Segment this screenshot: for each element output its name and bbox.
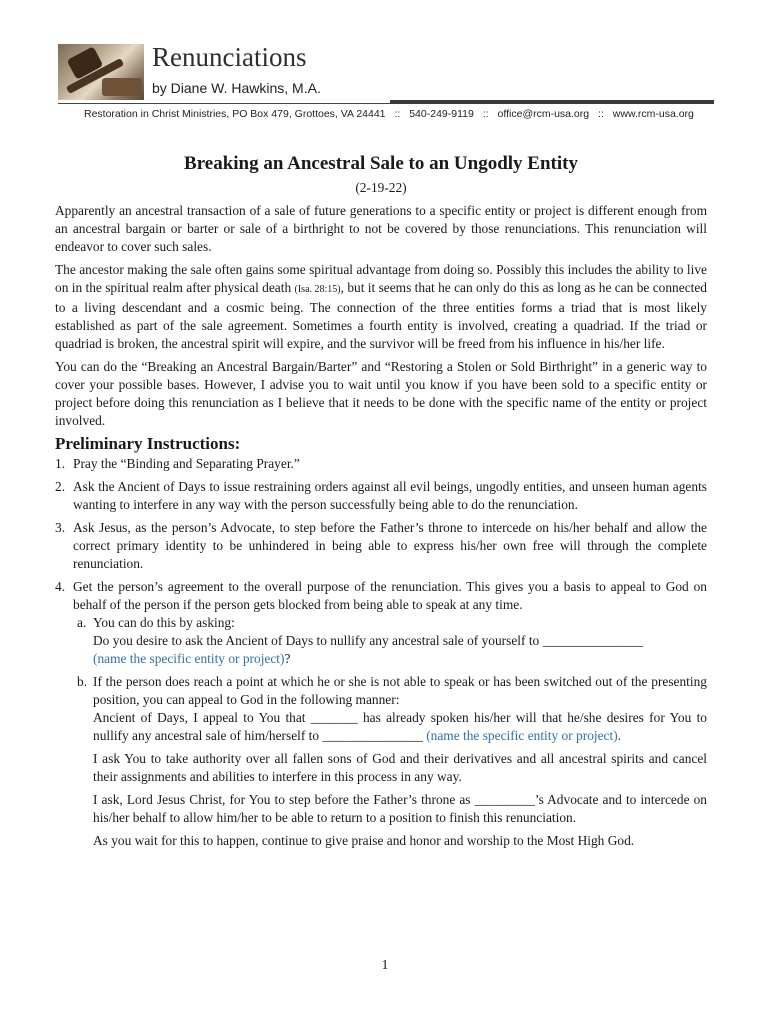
list-number: 2. [55,479,66,494]
placeholder-entity: (name the specific entity or project) [426,728,618,743]
list-item [55,478,707,514]
separator: :: [482,108,489,120]
preliminary-heading: Preliminary Instructions: [55,434,241,453]
page-number: 1 [381,958,389,973]
sub-list-item [73,673,707,850]
placeholder-entity: (name the specific entity or project) [93,651,285,666]
ancestor-text-b: , but it seems that he can only do this as long as he can be connected to a living descendant and a cosmic being. The connection of the three entities forms a triad that is most likely established as part of the sale agreement. Sometimes a fourth entity is involved, creating a quadriad. If the triad or quadriad is broken, the ancestral spirit will expire, and the survivor will be freed from his influence in his/her life. [55,280,707,351]
list-item-text: Ask the Ancient of Days to issue restraining orders against all evil beings, ungodly entities, and unseen human agents wanting to interfere in any way with the person successfully being able to do the renunciation. [73,479,707,512]
closing-instruction: As you wait for this to happen, continue to give praise and honor and worship to the Most High God. [93,833,635,848]
scripture-reference: (Isa. 28:15) [294,284,341,295]
author-byline: by Diane W. Hawkins, M.A. [152,80,321,96]
question-text: Do you desire to ask the Ancient of Days to nullify any ancestral sale of yourself to _______________ [93,633,644,648]
separator: :: [394,108,401,120]
separator: :: [598,108,604,120]
list-item-text: Pray the “Binding and Separating Prayer.” [73,456,300,471]
list-item [55,455,707,473]
header-divider-bar [390,100,714,104]
website-link[interactable]: www.rcm-usa.org [612,108,694,120]
sample-question [93,632,707,668]
gavel-logo-image [58,44,144,100]
question-end: ? [284,651,291,666]
document-date: (2-19-22) [355,180,407,195]
ancestor-paragraph [55,261,707,353]
contact-line [84,108,694,120]
list-item-text: Get the person’s agreement to the overall purpose of the renunciation. This gives you a basis to appeal to God on behalf of the person if the person gets blocked from being able to speak at any time. [73,579,707,612]
list-item-text: Ask Jesus, as the person’s Advocate, to step before the Father’s throne to intercede on his/her behalf and allow the correct primary identity to be unhindered in being able to express his/her own free will through the complete renunciation. [73,520,707,571]
list-item [55,578,707,850]
prayer-text: Ancient of Days, I appeal to You that _______ has already spoken his/her will that he/she desires for You to nullify any ancestral sale of him/herself to _______________ [93,710,707,743]
document-body [55,155,707,855]
ancestor-text-a: The ancestor making the sale often gains some spiritual advantage from doing so. Possibly this includes the ability to live on in the spiritual realm after physical death [55,262,707,295]
appeal-prayer-3: I ask, Lord Jesus Christ, for You to step before the Father’s throne as _________’s Advocate and to intercede on his/her behalf to allow him/her to be able to return to a position to finish this renunciation. [93,792,707,825]
email-link[interactable]: office@rcm-usa.org [497,108,590,120]
sub-list-letter: a. [77,615,87,630]
prayer-end: . [617,728,622,743]
sub-item-text: You can do this by asking: [93,615,235,630]
list-item [55,519,707,573]
instruction-list [55,455,707,850]
appeal-prayer-1 [93,709,707,745]
sub-list [73,614,707,850]
intro-paragraph: Apparently an ancestral transaction of a sale of future generations to a specific entity or project is different enough from an ancestral bargain or barter or sale of a birthright to not be covered by those renunciations. This renunciation will endeavor to cover such sales. [55,203,707,254]
phone-number: 540-249-9119 [409,108,474,120]
sound-block-shape [102,78,142,96]
sub-list-item [73,614,707,668]
list-number: 4. [55,579,66,594]
sub-item-text: If the person does reach a point at which he or she is not able to speak or has been switched out of the presenting position, you can appeal to God in the following manner: [93,674,707,707]
ministry-address: Restoration in Christ Ministries, PO Box 479, Grottoes, VA 24441 [84,108,386,120]
list-number: 1. [55,456,66,471]
doc-series-title: Renunciations [152,42,307,72]
appeal-prayer-2: I ask You to take authority over all fallen sons of God and their derivatives and all ancestral spirits and cancel their assignments and abilities to interfere in this process in any way. [93,751,707,784]
list-number: 3. [55,520,66,535]
advice-paragraph: You can do the “Breaking an Ancestral Bargain/Barter” and “Restoring a Stolen or Sold Birthright” in a generic way to cover your possible bases. However, I advise you to wait until you know if you have been sold to a specific entity or project before doing this renunciation as I believe that it needs to be done with the specific name of the entity or project involved. [55,359,707,428]
sub-list-letter: b. [77,674,88,689]
document-heading: Breaking an Ancestral Sale to an Ungodly Entity [184,153,578,174]
